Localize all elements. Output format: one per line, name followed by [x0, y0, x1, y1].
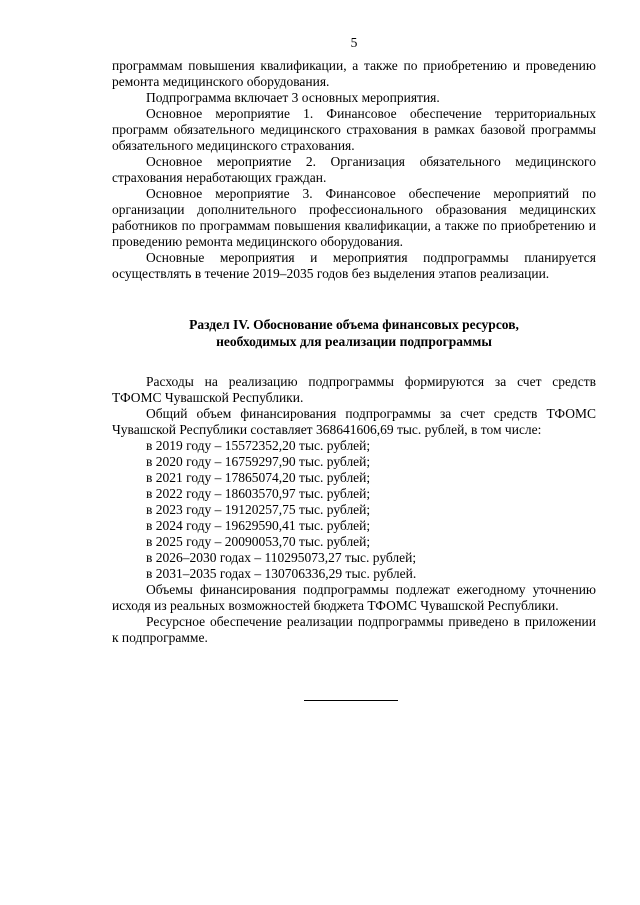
funding-item-2026-2030: в 2026–2030 годах – 110295073,27 тыс. рублей;	[146, 550, 417, 565]
funding-item-2024: в 2024 году – 19629590,41 тыс. рублей;	[146, 518, 371, 533]
paragraph-measure-3: Основное мероприятие 3. Финансовое обеспечение мероприятий по организации дополнительного профессионального образования медицинских работников по программам повышения квалификации, а также по приобретению и проведению ремонта медицинского оборудования.	[112, 186, 596, 249]
section-heading-line-2: необходимых для реализации подпрограммы	[216, 334, 492, 349]
paragraph-resource-appendix: Ресурсное обеспечение реализации подпрограммы приведено в приложении к подпрограмме.	[112, 614, 596, 645]
footer-divider-line	[304, 700, 398, 701]
funding-item-2031-2035: в 2031–2035 годах – 130706336,29 тыс. рублей.	[146, 566, 417, 581]
funding-list	[112, 438, 596, 582]
funding-item-2023: в 2023 году – 19120257,75 тыс. рублей;	[146, 502, 371, 517]
paragraph-measure-2: Основное мероприятие 2. Организация обязательного медицинского страхования неработающих граждан.	[112, 154, 596, 185]
funding-item-2019: в 2019 году – 15572352,20 тыс. рублей;	[146, 438, 371, 453]
paragraph-subprogram-count: Подпрограмма включает 3 основных мероприятия.	[146, 90, 440, 105]
funding-item-2025: в 2025 году – 20090053,70 тыс. рублей;	[146, 534, 371, 549]
paragraph-implementation-period: Основные мероприятия и мероприятия подпрограммы планируется осуществлять в течение 2019–2035 годов без выделения этапов реализации.	[112, 250, 596, 281]
funding-item-2021: в 2021 году – 17865074,20 тыс. рублей;	[146, 470, 371, 485]
page-number: 5	[350, 35, 358, 50]
section-heading	[112, 316, 596, 350]
funding-item-2022: в 2022 году – 18603570,97 тыс. рублей;	[146, 486, 371, 501]
paragraph-continuation: программам повышения квалификации, а также по приобретению и проведению ремонта медицинского оборудования.	[112, 58, 596, 89]
paragraph-measure-1: Основное мероприятие 1. Финансовое обеспечение территориальных программ обязательного медицинского страхования в рамках базовой программы обязательного медицинского страхования.	[112, 106, 596, 153]
section-heading-line-1: Раздел IV. Обоснование объема финансовых ресурсов,	[189, 317, 519, 332]
paragraph-annual-adjustment: Объемы финансирования подпрограммы подлежат ежегодному уточнению исходя из реальных возможностей бюджета ТФОМС Чувашской Республики.	[112, 582, 596, 613]
funding-item-2020: в 2020 году – 16759297,90 тыс. рублей;	[146, 454, 371, 469]
paragraph-total-funding: Общий объем финансирования подпрограммы за счет средств ТФОМС Чувашской Республики составляет 368641606,69 тыс. рублей, в том числе:	[112, 406, 596, 437]
document-page	[112, 34, 596, 646]
paragraph-expenses-source: Расходы на реализацию подпрограммы формируются за счет средств ТФОМС Чувашской Республики.	[112, 374, 596, 405]
